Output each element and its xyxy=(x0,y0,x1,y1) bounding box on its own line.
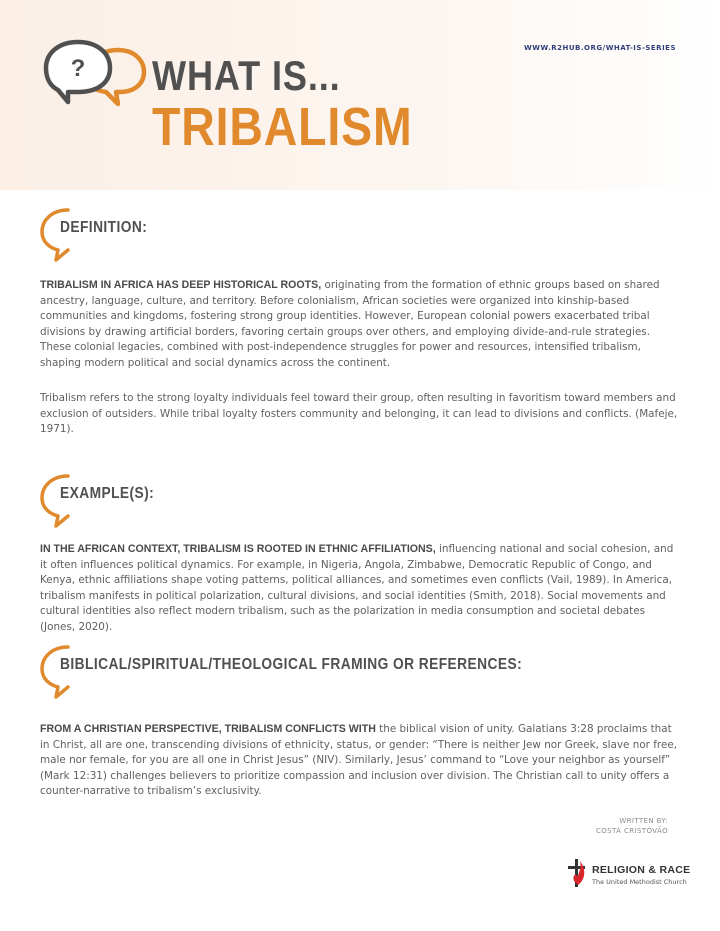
brand-name: RELIGION & RACE xyxy=(592,864,691,876)
examples-body: influencing national and social cohesion, and it often influences political dynamics. For example, in Nigeria, Angola, Zimbabwe, Democratic Republic of Congo, and Kenya, ethnic affiliations shape voting patterns, political alliances, and sometimes even conflicts (Vail, 1989). In America, tribalism manifests in political polarization, cultural divisions, and social identities (Smith, 2018). Social movements and cultural identities also reflect modern tribalism, such as the polarization in media consumption and societal debates (Jones, 2020). xyxy=(40,543,674,633)
definition-heading: DEFINITION: xyxy=(60,219,148,236)
examples-paragraph xyxy=(40,542,680,636)
cross-and-flame-icon xyxy=(566,855,588,889)
title-what-is: WHAT IS... xyxy=(152,52,341,99)
author-credit xyxy=(596,816,668,836)
question-speech-bubbles-icon xyxy=(38,38,148,110)
series-url-link[interactable]: WWW.R2HUB.ORG/WHAT-IS-SERIES xyxy=(524,44,676,52)
examples-lead: IN THE AFRICAN CONTEXT, TRIBALISM IS ROOTED IN ETHNIC AFFILIATIONS, xyxy=(40,543,436,555)
biblical-lead: FROM A CHRISTIAN PERSPECTIVE, TRIBALISM CONFLICTS WITH xyxy=(40,723,376,735)
definition-paragraph-2: Tribalism refers to the strong loyalty individuals feel toward their group, often resulting in favoritism toward members and exclusion of outsiders. While tribal loyalty fosters community and belonging, it can lead to divisions and conflicts. (Mafeje, 1971). xyxy=(40,392,678,436)
title-tribalism: TRIBALISM xyxy=(152,97,413,157)
definition-body: originating from the formation of ethnic groups based on shared ancestry, language, culture, and territory. Before colonialism, African societies were organized into kinship-based communities and kingdoms, fostering strong group identities. However, European colonial powers exacerbated tribal divisions by drawing artificial borders, favoring certain groups over others, and employing divide-and-rule strategies. These colonial legacies, combined with post-independence struggles for power and resources, intensified tribalism, shaping modern political and social dynamics across the continent. xyxy=(40,279,660,369)
written-by-label: WRITTEN BY: xyxy=(619,817,668,825)
author-name: COSTA CRISTÓVÃO xyxy=(595,827,668,835)
biblical-body: the biblical vision of unity. Galatians 3:28 proclaims that in Christ, all are one, transcending divisions of ethnicity, status, or gender: “There is neither Jew nor Greek, slave nor free, male nor female, for you are all one in Christ Jesus” (NIV). Similarly, Jesus’ command to “Love your neighbor as yourself” (Mark 12:31) challenges believers to prioritize compassion and inclusion over division. The Christian call to unity offers a counter-narrative to tribalism’s exclusivity. xyxy=(40,723,678,798)
biblical-heading: BIBLICAL/SPIRITUAL/THEOLOGICAL FRAMING OR REFERENCES: xyxy=(60,656,523,673)
brand-subtitle: The United Methodist Church xyxy=(592,878,687,886)
biblical-paragraph xyxy=(40,722,680,800)
definition-paragraph xyxy=(40,278,680,372)
svg-text:?: ? xyxy=(70,55,86,82)
examples-heading: EXAMPLE(S): xyxy=(60,485,155,502)
definition-lead: TRIBALISM IN AFRICA HAS DEEP HISTORICAL ROOTS, xyxy=(40,279,322,291)
